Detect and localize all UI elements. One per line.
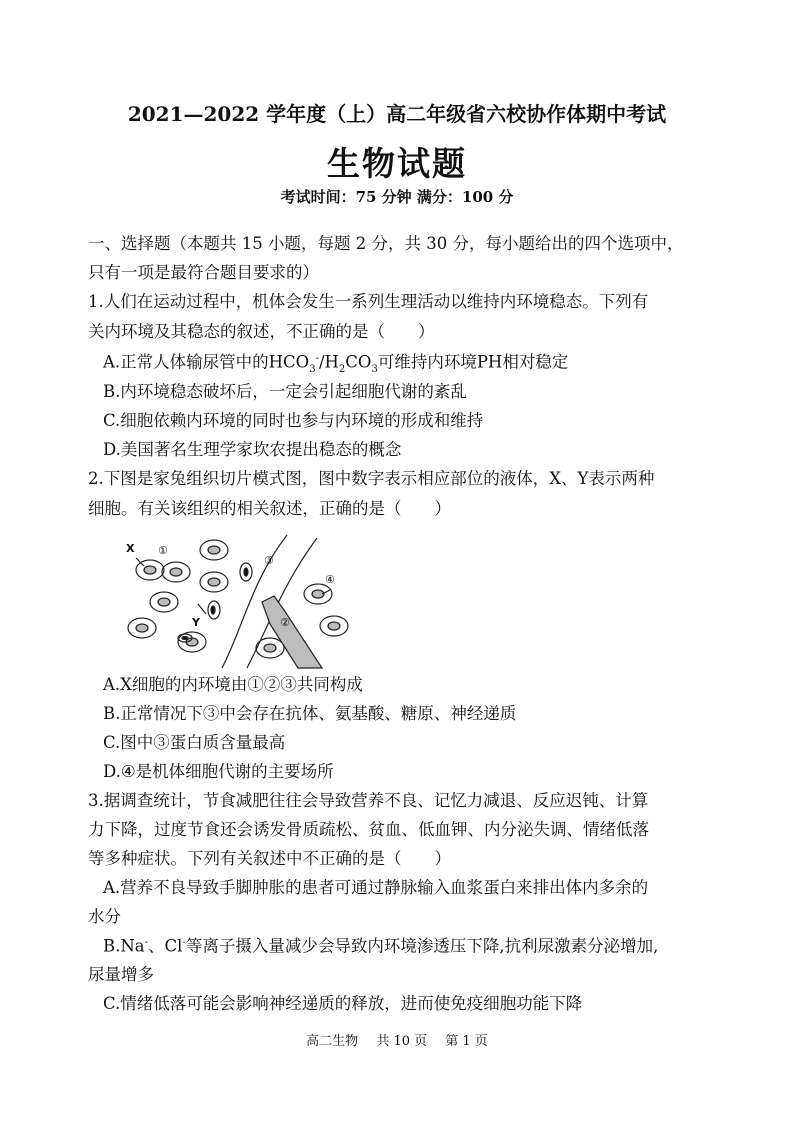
q1-option-d: D.美国著名生理学家坎农提出稳态的概念 [103, 440, 402, 459]
footer-total-pages: 共 10 页 [376, 1034, 428, 1049]
label-4: ④ [325, 573, 335, 586]
q1-option-a: A.正常人体输尿管中的$HCO_3^-/H_2CO_3$可维持内环境PH相对稳定 [103, 352, 569, 375]
page-footer [0, 1030, 794, 1049]
cell-nucleus [328, 622, 340, 630]
lymph-vessel [262, 596, 322, 668]
q2-option-a: A.X细胞的内环境由①②③共同构成 [103, 675, 363, 694]
label-y: Y [192, 616, 200, 629]
q3-option-a-cont: 水分 [88, 907, 121, 926]
cell-nucleus [208, 578, 220, 586]
footer-page-number: 第 1 页 [445, 1034, 488, 1049]
q1-option-b: B.内环境稳态破坏后，一定会引起细胞代谢的紊乱 [103, 382, 467, 401]
blood-cell-nucleus [244, 568, 248, 576]
q2-option-b: B.正常情况下③中会存在抗体、氨基酸、糖原、神经递质 [103, 704, 517, 723]
exam-info: 考试时间：75 分钟 满分：100 分 [280, 188, 514, 206]
section-heading: 一、选择题（本题共 15 小题，每题 2 分，共 30 分，每小题给出的四个选项中， [88, 234, 684, 253]
q1-stem-cont: 关内环境及其稳态的叙述，不正确的是（ ） [88, 322, 435, 341]
q1-option-c: C.细胞依赖内环境的同时也参与内环境的形成和维持 [103, 411, 484, 430]
q3-option-b: B.Na-、Cl-等离子摄入量减少会导致内环境渗透压下降,抗利尿激素分泌增加, [103, 936, 659, 956]
cell-nucleus [208, 546, 220, 554]
label-3: ③ [264, 554, 274, 567]
cell-nucleus [264, 644, 276, 652]
blood-cell-nucleus [211, 606, 215, 614]
section-heading-cont: 只有一项是最符合题目要求的） [88, 263, 319, 282]
q2-option-c: C.图中③蛋白质含量最高 [103, 733, 286, 752]
q2-stem: 2.下图是家兔组织切片模式图，图中数字表示相应部位的液体，X、Y表示两种 [88, 469, 655, 488]
subject-title: 生物试题 [327, 144, 467, 183]
cell-nucleus [170, 568, 182, 576]
blood-cell-nucleus [182, 637, 188, 640]
q3-stem-cont2: 等多种症状。下列有关叙述中不正确的是（ ） [88, 849, 451, 868]
q3-stem-cont: 力下降，过度节食还会诱发骨质疏松、贫血、低血钾、内分泌失调、情绪低落 [88, 820, 649, 839]
q3-option-c: C.情绪低落可能会影响神经递质的释放，进而使免疫细胞功能下降 [103, 994, 583, 1013]
exam-title: 2021—2022 学年度（上）高二年级省六校协作体期中考试 [127, 102, 667, 126]
q1-stem: 1.人们在运动过程中，机体会发生一系列生理活动以维持内环境稳态。下列有 [88, 292, 649, 311]
tissue-diagram [122, 530, 352, 670]
footer-subject: 高二生物 [306, 1034, 359, 1049]
q3-stem: 3.据调查统计，节食减肥往往会导致营养不良、记忆力减退、反应迟钝、计算 [88, 791, 649, 810]
q3-option-a: A.营养不良导致手脚肿胀的患者可通过静脉输入血浆蛋白来排出体内多余的 [103, 878, 649, 897]
q3-option-b-cont: 尿量增多 [88, 965, 154, 984]
cell-nucleus [136, 624, 148, 632]
q2-option-d: D.④是机体细胞代谢的主要场所 [103, 762, 334, 781]
cell-nucleus [144, 566, 156, 574]
q2-stem-cont: 细胞。有关该组织的相关叙述，正确的是（ ） [88, 499, 451, 518]
pointer-line [198, 604, 206, 614]
cell-nucleus [158, 598, 170, 606]
label-x: X [126, 542, 135, 555]
label-1: ① [158, 544, 168, 557]
label-2: ② [280, 616, 290, 629]
